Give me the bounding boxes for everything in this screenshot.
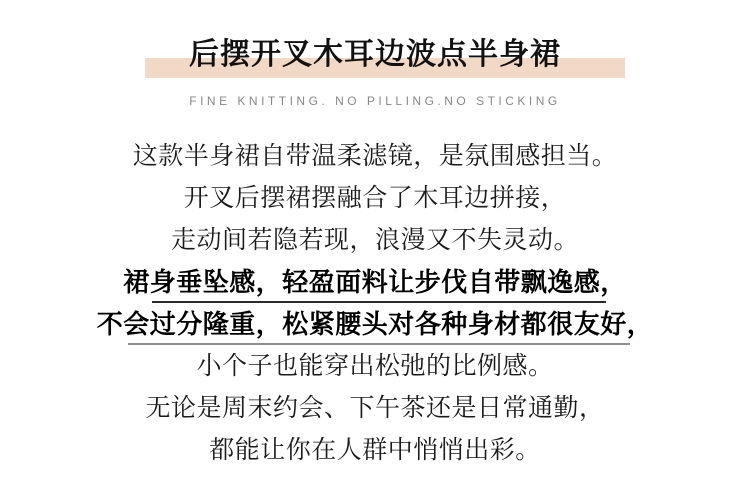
description-line-3: 走动间若隐若现，浪漫又不失灵动。 — [170, 226, 579, 254]
description-line-8: 都能让你在人群中悄悄出彩。 — [209, 436, 541, 464]
description-line-2: 开叉后摆裙摆融合了木耳边拼接， — [183, 184, 567, 212]
description-line-6: 小个子也能穿出松弛的比例感。 — [196, 352, 554, 380]
subtitle-tagline: FINE KNITTING. NO PILLING.NO STICKING — [189, 94, 561, 108]
description-line-4-bold: 裙身垂坠感，轻盈面料让步伐自带飘逸感， — [123, 267, 627, 297]
description-line-7: 无论是周末约会、下午茶还是日常通勤， — [145, 394, 605, 422]
page-title: 后摆开叉木耳边波点半身裙 — [189, 38, 561, 71]
description-line-5-bold: 不会过分隆重，松紧腰头对各种身材都很友好， — [96, 309, 654, 339]
divider-line-2 — [128, 343, 630, 345]
title-section — [0, 0, 750, 108]
description-line-1: 这款半身裙自带温柔滤镜，是氛围感担当。 — [132, 142, 618, 170]
divider-line-1 — [152, 301, 606, 303]
description-text-block — [0, 135, 750, 471]
